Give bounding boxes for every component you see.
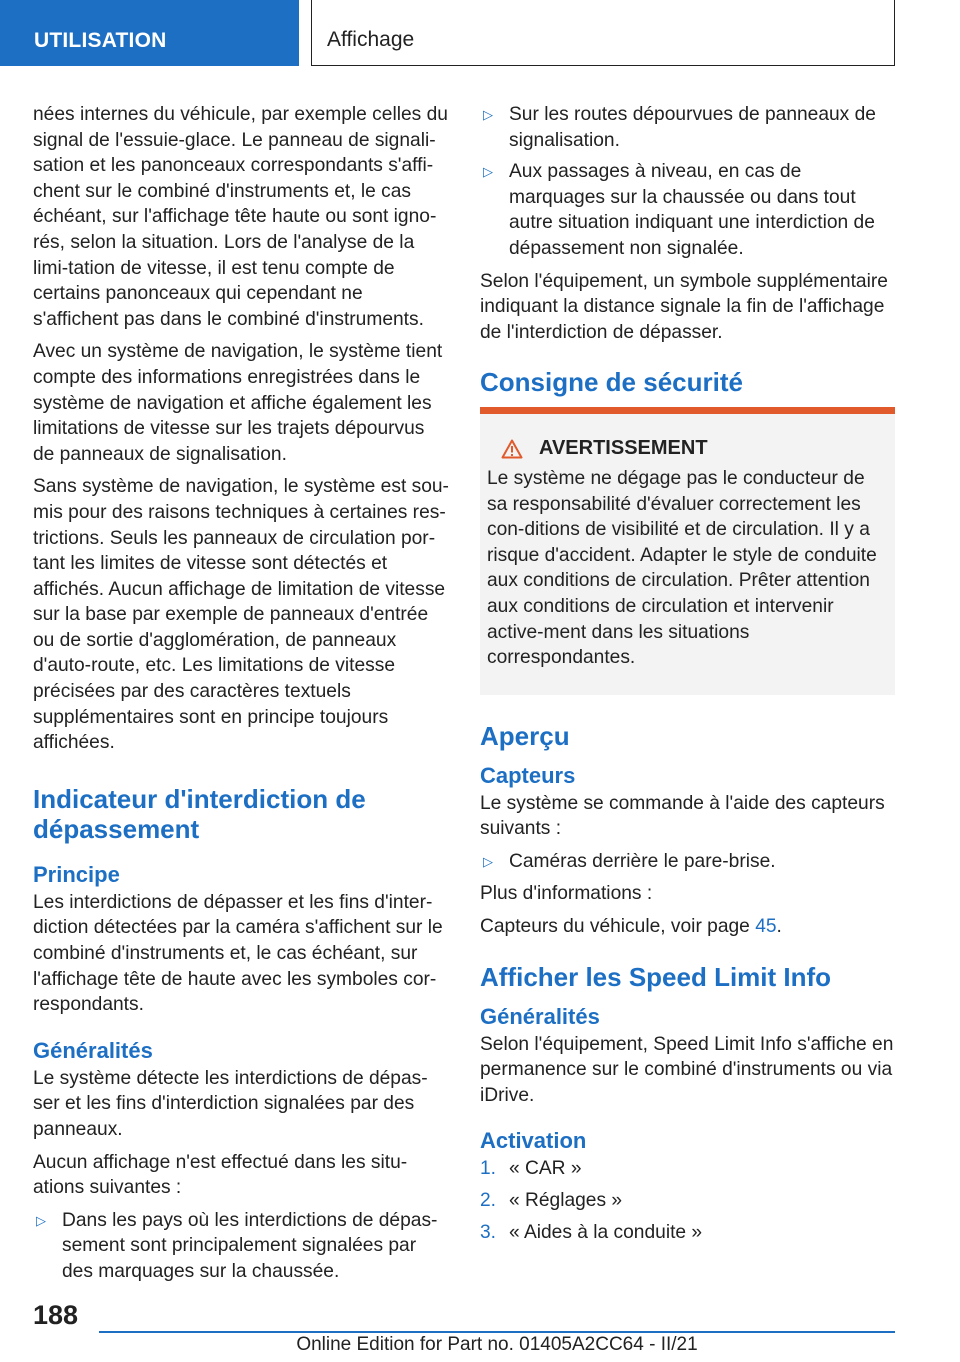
section-heading: Aperçu xyxy=(480,720,570,751)
paragraph: Selon l'équipement, un symbole supplémentaire indiquant la distance signale la fin de l'affichage de l'interdiction de dépasser. xyxy=(480,270,888,343)
list-item: 3. « Aides à la conduite » xyxy=(480,1221,703,1243)
subsection-heading: Généralités xyxy=(33,1037,153,1063)
subsection-heading: Activation xyxy=(480,1128,587,1154)
paragraph: Plus d'informations : xyxy=(480,883,653,905)
warning-header xyxy=(487,436,887,462)
list-item: ▷ Caméras derrière le pare-brise. xyxy=(480,849,895,875)
bullet-list xyxy=(480,102,895,262)
section-box xyxy=(311,0,895,66)
paragraph: Aucun affichage n'est effectué dans les situ-ations suivantes : xyxy=(33,1151,408,1199)
triangle-bullet-icon: ▷ xyxy=(483,853,493,869)
paragraph: Avec un système de navigation, le système tient compte des informations enregistrées dans le système de navigation et affiche également les limitations de vitesse sur les trajets dépourvus de panneaux de signalisation. xyxy=(33,341,443,465)
page-header xyxy=(0,0,960,66)
footer-rule xyxy=(99,1331,895,1333)
paragraph: Le système se commande à l'aide des capteurs suivants : xyxy=(480,792,885,840)
paragraph: nées internes du véhicule, par exemple celles du signal de l'essuie-glace. Le panneau de signali-sation et les panonceaux correspondants s'affi-chent sur le combiné d'instruments et, le cas échéant, sur l'affichage tête haute ou sont igno-rés, selon la situation. Lors de l'analyse de la limi-tation de vitesse, il est tenu compte de certains panonceaux qui cependant ne s'affichent pas dans le combiné d'instruments. xyxy=(33,104,448,330)
list-item: ▷ Sur les routes dépourvues de panneaux de signalisation. xyxy=(483,104,876,151)
section-heading: Afficher les Speed Limit Info xyxy=(480,961,832,992)
section-heading: Indicateur d'interdiction de dépassement xyxy=(33,783,366,844)
step-list xyxy=(480,1156,895,1245)
warning-triangle-icon xyxy=(501,439,523,459)
triangle-bullet-icon: ▷ xyxy=(483,107,493,122)
section-label: Affichage xyxy=(327,28,415,51)
warning-text: Le système ne dégage pas le conducteur de sa responsabilité d'évaluer correctement les con-ditions de visibilité et de circulation. Il y a risque d'accident. Adapter le style de conduite aux conditions de circulation. Prêter attention aux conditions de circulation et intervenir active-ment dans les situations correspondantes. xyxy=(487,467,877,669)
subsection-heading: Généralités xyxy=(480,1003,600,1029)
list-item: 2. « Réglages » xyxy=(480,1190,623,1212)
edition-footer: Online Edition for Part no. 01405A2CC64 - II/21 xyxy=(296,1334,698,1355)
paragraph: Sans système de navigation, le système est sou-mis pour des raisons techniques à certaines res-trictions. Seuls les panneaux de circulation por-tant les limites de vitesse sont détectés et affichés. Aucun affichage de limitation de vitesse sur la base par exemple de panneaux d'entrée ou de sortie d'agglomération, de panneaux d'auto-route, etc. Les limitations de vitesse précisées par des caractères textuels supplémentaires sont en principe toujours affichées. xyxy=(33,476,449,754)
paragraph: Le système détecte les interdictions de dépas-ser et les fins d'interdiction signalées par des panneaux. xyxy=(33,1067,428,1140)
triangle-bullet-icon: ▷ xyxy=(36,1212,46,1228)
list-item: ▷ Aux passages à niveau, en cas de marquages sur la chaussée ou dans tout autre situation indiquant une interdiction de dépassement non signalée. xyxy=(483,161,875,259)
chapter-tab: UTILISATION xyxy=(0,0,299,66)
warning-rule xyxy=(480,407,895,414)
warning-title: AVERTISSEMENT xyxy=(539,437,708,460)
triangle-bullet-icon: ▷ xyxy=(483,164,493,180)
list-item: 1. « CAR » xyxy=(480,1158,582,1180)
warning-box xyxy=(480,414,895,694)
paragraph: Les interdictions de dépasser et les fins d'inter-diction détectées par la caméra s'affichent sur le combiné d'instruments et, le cas échéant, sur l'affichage tête de haute avec les symboles cor-respondants. xyxy=(33,891,443,1016)
page-link[interactable]: 45 xyxy=(755,916,777,938)
bullet-list xyxy=(480,849,895,875)
subsection-heading: Principe xyxy=(33,861,120,887)
subsection-heading: Capteurs xyxy=(480,762,576,788)
list-item: ▷ Dans les pays où les interdictions de dépas-sement sont principalement signalées par des marquages sur la chaussée. xyxy=(36,1209,438,1282)
left-column xyxy=(33,102,449,1292)
paragraph: Selon l'équipement, Speed Limit Info s'affiche en permanence sur le combiné d'instruments ou via iDrive. xyxy=(480,1033,894,1106)
right-column xyxy=(480,102,895,1251)
section-heading: Consigne de sécurité xyxy=(480,367,743,398)
page-number: 188 xyxy=(33,1300,79,1330)
cross-reference: Capteurs du véhicule, voir page 45. xyxy=(480,916,782,938)
bullet-list xyxy=(33,1208,449,1285)
